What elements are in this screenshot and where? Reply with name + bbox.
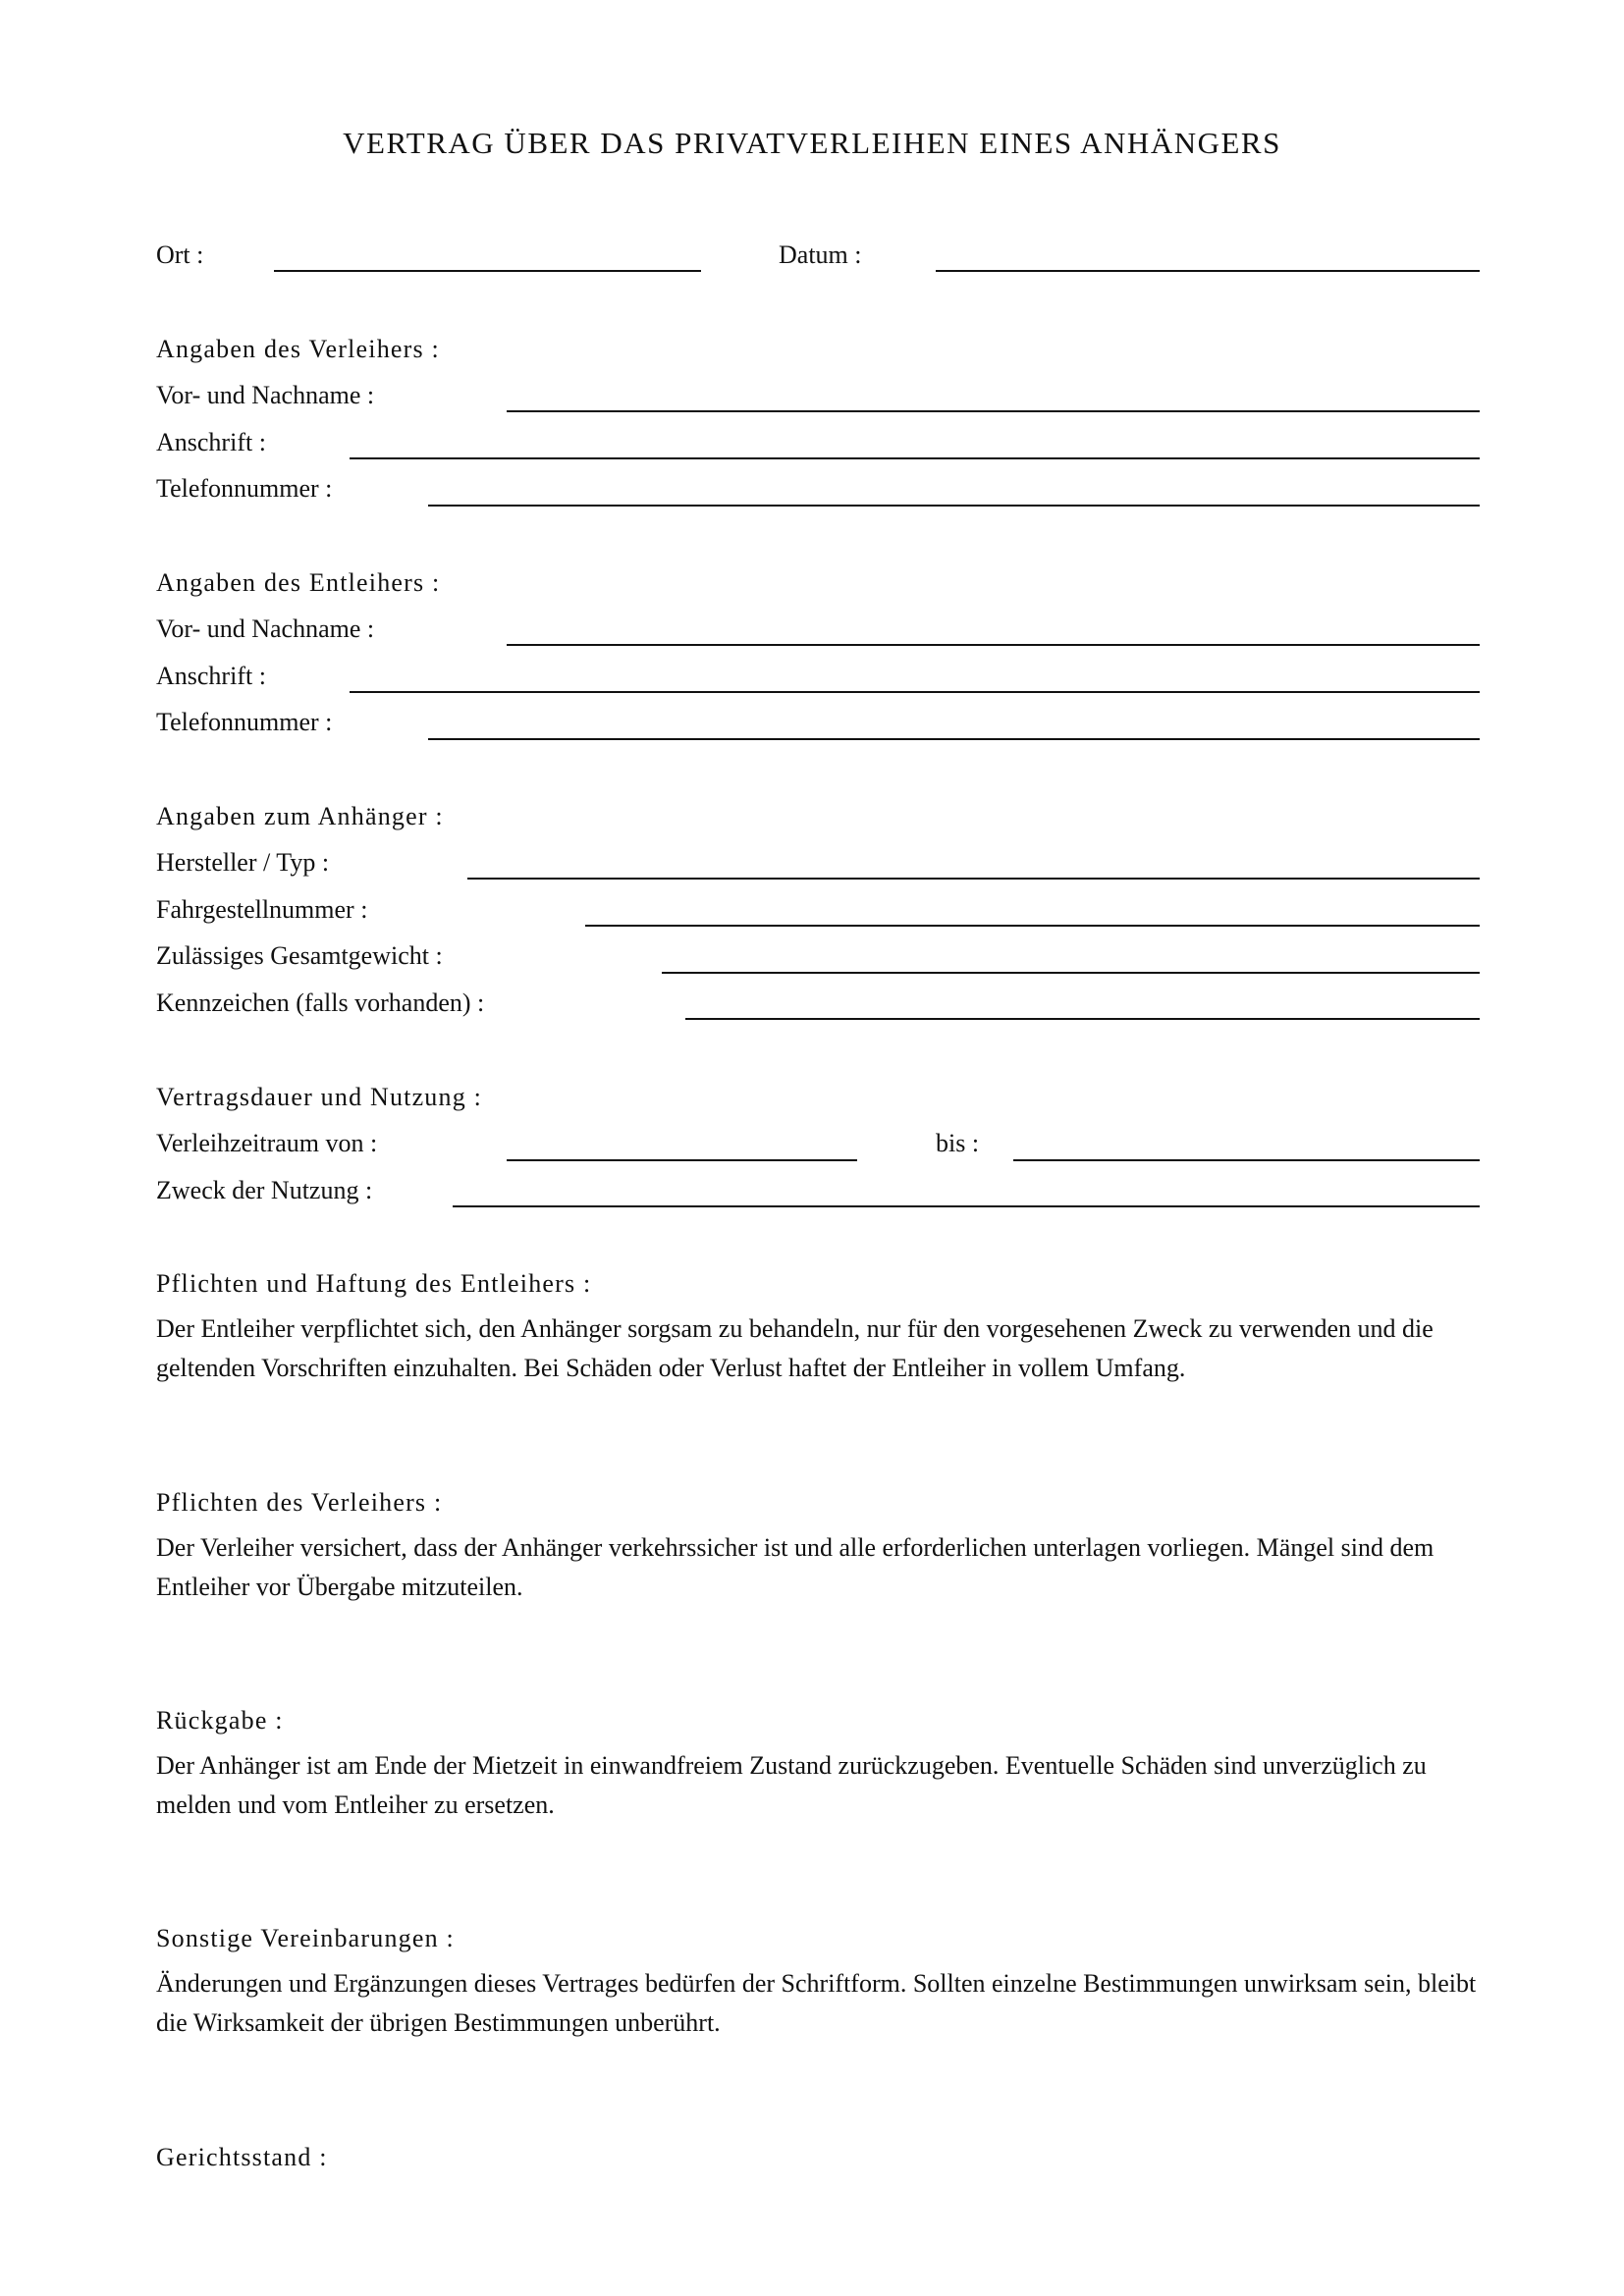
verleiher-heading: Angaben des Verleihers : (156, 335, 440, 363)
verleiher-telefon-label: Telefonnummer : (156, 474, 333, 503)
verleiher-name-label: Vor- und Nachname : (156, 381, 375, 409)
hersteller-label: Hersteller / Typ : (156, 848, 330, 877)
gerichtsstand-heading: Gerichtsstand : (156, 2143, 328, 2171)
entleiher-name-field[interactable] (507, 644, 1480, 646)
document-title: VERTRAG ÜBER DAS PRIVATVERLEIHEN EINES ANHÄNGERS (343, 126, 1281, 160)
pflichten-verleiher-heading: Pflichten des Verleihers : (156, 1488, 443, 1517)
ort-field[interactable] (274, 270, 701, 272)
anhaenger-heading: Angaben zum Anhänger : (156, 802, 444, 830)
verleiher-anschrift-field[interactable] (350, 457, 1480, 459)
fahrgestellnummer-label: Fahrgestellnummer : (156, 895, 368, 924)
entleiher-anschrift-label: Anschrift : (156, 662, 266, 690)
entleiher-telefon-field[interactable] (428, 738, 1480, 740)
zeitraum-bis-field[interactable] (1013, 1159, 1480, 1161)
rueckgabe-heading: Rückgabe : (156, 1706, 284, 1735)
verleiher-anschrift-label: Anschrift : (156, 428, 266, 456)
verleiher-name-field[interactable] (507, 410, 1480, 412)
entleiher-heading: Angaben des Entleihers : (156, 568, 441, 597)
pflichten-entleiher-text: Der Entleiher verpflichtet sich, den Anhänger sorgsam zu behandeln, nur für den vorgesehenen Zweck zu verwenden und die geltenden Vorschriften einzuhalten. Bei Schäden oder Verlust haftet der Entleiher in vollem Umfang. (156, 1314, 1434, 1382)
verleiher-telefon-field[interactable] (428, 505, 1480, 507)
hersteller-field[interactable] (467, 878, 1480, 880)
zeitraum-bis-label: bis : (936, 1129, 980, 1157)
entleiher-telefon-label: Telefonnummer : (156, 708, 333, 736)
kennzeichen-field[interactable] (685, 1018, 1480, 1020)
sonstiges-heading: Sonstige Vereinbarungen : (156, 1924, 455, 1952)
zeitraum-von-field[interactable] (507, 1159, 857, 1161)
zweck-field[interactable] (453, 1205, 1480, 1207)
datum-field[interactable] (936, 270, 1480, 272)
gesamtgewicht-field[interactable] (662, 972, 1480, 974)
pflichten-verleiher-text: Der Verleiher versichert, dass der Anhänger verkehrssicher ist und alle erforderlichen unterlagen vorliegen. Mängel sind dem Entleiher vor Übergabe mitzuteilen. (156, 1533, 1435, 1601)
vertragsdauer-heading: Vertragsdauer und Nutzung : (156, 1083, 483, 1111)
pflichten-entleiher-heading: Pflichten und Haftung des Entleihers : (156, 1269, 592, 1298)
datum-label: Datum : (779, 240, 862, 269)
gesamtgewicht-label: Zulässiges Gesamtgewicht : (156, 941, 443, 970)
rueckgabe-text: Der Anhänger ist am Ende der Mietzeit in einwandfreiem Zustand zurückzugeben. Eventuelle Schäden sind unverzüglich zu melden und vom Entleiher zu ersetzen. (156, 1751, 1427, 1819)
fahrgestellnummer-field[interactable] (585, 925, 1480, 927)
zweck-label: Zweck der Nutzung : (156, 1176, 373, 1204)
kennzeichen-label: Kennzeichen (falls vorhanden) : (156, 988, 485, 1017)
ort-label: Ort : (156, 240, 204, 269)
entleiher-name-label: Vor- und Nachname : (156, 614, 375, 643)
entleiher-anschrift-field[interactable] (350, 691, 1480, 693)
sonstiges-text: Änderungen und Ergänzungen dieses Vertrages bedürfen der Schriftform. Sollten einzelne Bestimmungen unwirksam sein, bleibt die Wirksamkeit der übrigen Bestimmungen unberührt. (156, 1969, 1477, 2037)
zeitraum-von-label: Verleihzeitraum von : (156, 1129, 378, 1157)
